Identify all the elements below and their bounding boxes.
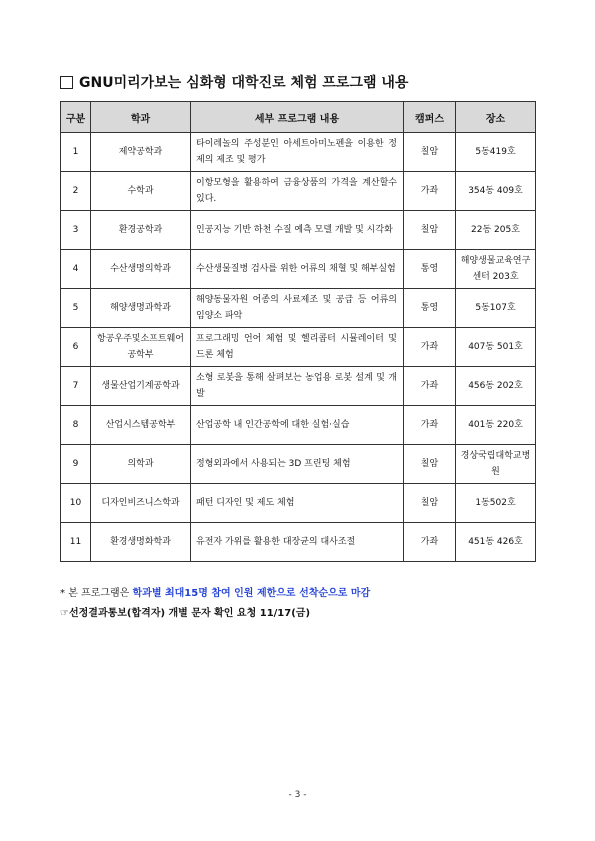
cell-location: 401동 220호 (456, 406, 536, 445)
cell-location: 22동 205호 (456, 211, 536, 250)
cell-location: 456동 202호 (456, 367, 536, 406)
cell-number: 2 (61, 172, 91, 211)
program-table (60, 101, 536, 562)
cell-number: 4 (61, 250, 91, 289)
cell-number: 9 (61, 445, 91, 484)
table-row (61, 172, 536, 211)
cell-program: 소형 로봇을 통해 살펴보는 농업용 로봇 설계 및 개발 (191, 367, 404, 406)
cell-program: 정형외과에서 사용되는 3D 프린팅 체험 (191, 445, 404, 484)
table-row (61, 445, 536, 484)
cell-program: 패턴 디자인 및 제도 체험 (191, 484, 404, 523)
header-location: 장소 (456, 102, 536, 133)
cell-number: 6 (61, 328, 91, 367)
cell-department: 수산생명의학과 (91, 250, 191, 289)
cell-department: 의학과 (91, 445, 191, 484)
cell-location: 경상국립대학교병원 (456, 445, 536, 484)
cell-number: 3 (61, 211, 91, 250)
cell-department: 산업시스템공학부 (91, 406, 191, 445)
cell-program: 유전자 가위를 활용한 대장균의 대사조절 (191, 523, 404, 562)
table-row (61, 367, 536, 406)
table-row (61, 289, 536, 328)
table-row (61, 523, 536, 562)
cell-program: 이항모형을 활용하여 금융상품의 가격을 계산할수 있다. (191, 172, 404, 211)
cell-location: 354동 409호 (456, 172, 536, 211)
cell-campus: 가좌 (404, 328, 456, 367)
cell-department: 환경공학과 (91, 211, 191, 250)
page-title (60, 72, 408, 92)
cell-campus: 칠암 (404, 133, 456, 172)
cell-number: 8 (61, 406, 91, 445)
cell-program: 해양동물자원 어종의 사료제조 및 공급 등 어류의 임양소 파악 (191, 289, 404, 328)
cell-number: 7 (61, 367, 91, 406)
result-notice: ☞선정결과통보(합격자) 개별 문자 확인 요청 11/17(금) (60, 608, 311, 619)
cell-department: 생물산업기계공학과 (91, 367, 191, 406)
cell-program: 프로그래밍 언어 체험 및 헬리콥터 시뮬레이터 및 드론 체험 (191, 328, 404, 367)
cell-program: 수산생물질병 검사를 위한 어류의 채혈 및 해부실험 (191, 250, 404, 289)
cell-department: 환경생명화학과 (91, 523, 191, 562)
table-row (61, 250, 536, 289)
header-number: 구분 (61, 102, 91, 133)
cell-location: 해양생물교육연구센터 203호 (456, 250, 536, 289)
cell-number: 1 (61, 133, 91, 172)
title-text: GNU미리가보는 심화형 대학진로 체험 프로그램 내용 (79, 75, 409, 91)
note-prefix: * 본 프로그램은 (60, 588, 133, 599)
note-line (60, 584, 370, 599)
checkbox-square-icon (60, 76, 73, 89)
cell-department: 항공우주및소프트웨어공학부 (91, 328, 191, 367)
cell-number: 10 (61, 484, 91, 523)
cell-location: 451동 426호 (456, 523, 536, 562)
page-number: - 3 - (288, 790, 307, 800)
cell-department: 디자인비즈니스학과 (91, 484, 191, 523)
header-program: 세부 프로그램 내용 (191, 102, 404, 133)
cell-department: 수학과 (91, 172, 191, 211)
cell-campus: 가좌 (404, 523, 456, 562)
header-department: 학과 (91, 102, 191, 133)
cell-number: 5 (61, 289, 91, 328)
table-header-row (61, 102, 536, 133)
cell-program: 타이레놀의 주성분인 아세트아미노펜을 이용한 정제의 제조 및 평가 (191, 133, 404, 172)
header-campus: 캠퍼스 (404, 102, 456, 133)
cell-campus: 가좌 (404, 406, 456, 445)
table-row (61, 211, 536, 250)
table-row (61, 133, 536, 172)
table-body (61, 133, 536, 562)
cell-location: 5동419호 (456, 133, 536, 172)
cell-campus: 통영 (404, 250, 456, 289)
table-row (61, 406, 536, 445)
cell-campus: 칠암 (404, 445, 456, 484)
cell-campus: 가좌 (404, 367, 456, 406)
cell-campus: 통영 (404, 289, 456, 328)
cell-campus: 칠암 (404, 211, 456, 250)
cell-location: 407동 501호 (456, 328, 536, 367)
cell-number: 11 (61, 523, 91, 562)
cell-department: 제약공학과 (91, 133, 191, 172)
cell-department: 해양생명과학과 (91, 289, 191, 328)
cell-program: 인공지능 기반 하천 수질 예측 모델 개발 및 시각화 (191, 211, 404, 250)
cell-location: 5동107호 (456, 289, 536, 328)
table-row (61, 328, 536, 367)
table-row (61, 484, 536, 523)
cell-campus: 가좌 (404, 172, 456, 211)
cell-program: 산업공학 내 인간공학에 대한 실험·실습 (191, 406, 404, 445)
cell-location: 1동502호 (456, 484, 536, 523)
cell-campus: 칠암 (404, 484, 456, 523)
note-highlight: 학과별 최대15명 참여 인원 제한으로 선착순으로 마감 (132, 588, 371, 599)
